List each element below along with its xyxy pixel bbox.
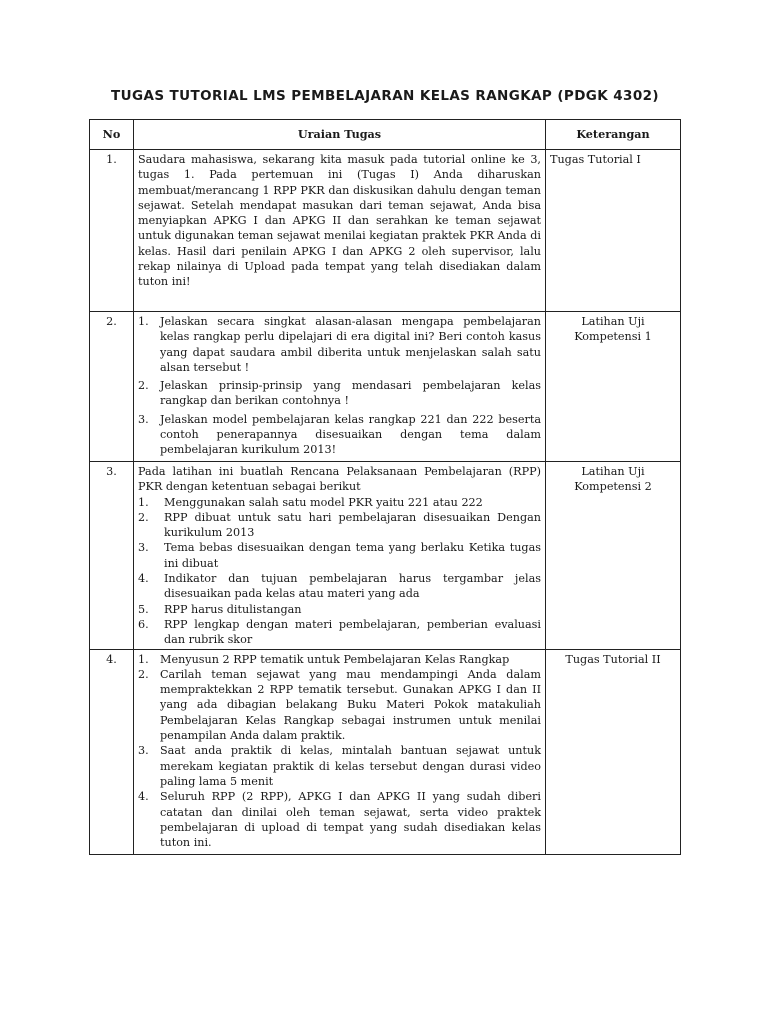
row-number: 1.	[90, 150, 134, 312]
list-item	[138, 667, 541, 743]
list-item	[138, 495, 541, 510]
table-row	[90, 649, 681, 854]
header-description: Uraian Tugas	[134, 120, 546, 150]
row-note: Latihan Uji Kompetensi 1	[546, 312, 681, 462]
row-description	[134, 462, 546, 650]
table-row	[90, 312, 681, 462]
list-item	[138, 743, 541, 789]
header-note: Keterangan	[546, 120, 681, 150]
list-item-text: Saat anda praktik di kelas, mintalah bantuan sejawat untuk merekam kegiatan praktik di kelas tersebut dengan durasi video paling lama 5 menit	[160, 744, 541, 788]
list-item-number: 4.	[138, 572, 149, 586]
list-item	[138, 510, 541, 541]
table-row	[90, 150, 681, 312]
list-item	[138, 789, 541, 850]
list-item	[138, 571, 541, 602]
list-item-number: 6.	[138, 617, 149, 631]
table-header-row	[90, 120, 681, 150]
list-item-number: 3.	[138, 412, 149, 426]
list-item-text: Jelaskan model pembelajaran kelas rangkap 221 dan 222 beserta contoh penerapannya disesuaikan dengan tema dalam pembelajaran kurikulum 2013!	[160, 412, 541, 457]
list-item-number: 2.	[138, 510, 149, 524]
list-item-text: Indikator dan tujuan pembelajaran harus tergambar jelas disesuaikan pada kelas atau materi yang ada	[164, 572, 541, 601]
table-row	[90, 462, 681, 650]
list-item-number: 1.	[138, 652, 149, 666]
task-intro: Pada latihan ini buatlah Rencana Pelaksanaan Pembelajaran (RPP) PKR dengan ketentuan sebagai berikut	[138, 465, 541, 494]
row-number: 3.	[90, 462, 134, 650]
list-item	[138, 378, 541, 409]
list-item-text: Carilah teman sejawat yang mau mendampingi Anda dalam mempraktekkan 2 RPP tematik tersebut. Gunakan APKG I dan II yang ada dibagian belakang Buku Materi Pokok matakuliah Pembelajaran Kelas Rangkap sebagai instrumen untuk menilai penampilan Anda dalam praktik.	[160, 667, 541, 743]
list-item-number: 1.	[138, 315, 149, 328]
list-item-number: 4.	[138, 790, 149, 804]
task-list	[138, 314, 541, 458]
page-title: TUGAS TUTORIAL LMS PEMBELAJARAN KELAS RANGKAP (PDGK 4302)	[111, 88, 659, 104]
row-note: Latihan Uji Kompetensi 2	[546, 462, 681, 650]
list-item	[138, 602, 541, 617]
task-table	[89, 119, 681, 855]
list-item-text: Menyusun 2 RPP tematik untuk Pembelajaran Kelas Rangkap	[160, 652, 510, 666]
list-item-text: Menggunakan salah satu model PKR yaitu 221 atau 222	[164, 495, 483, 509]
list-item-text: RPP dibuat untuk satu hari pembelajaran disesuaikan Dengan kurikulum 2013	[164, 510, 541, 540]
list-item-number: 5.	[138, 602, 149, 616]
list-item	[138, 617, 541, 648]
list-item-number: 2.	[138, 379, 149, 393]
list-item-number: 3.	[138, 541, 149, 555]
header-no: No	[90, 120, 134, 150]
list-item-text: RPP harus ditulistangan	[164, 602, 302, 616]
row-description	[134, 312, 546, 462]
list-item-text: Jelaskan prinsip-prinsip yang mendasari pembelajaran kelas rangkap dan berikan contohnya !	[160, 379, 541, 408]
list-item	[138, 652, 541, 667]
list-item-text: Seluruh RPP (2 RPP), APKG I dan APKG II yang sudah diberi catatan dan dinilai oleh teman sejawat, serta video praktek pembelajaran di upload di tempat yang sudah disediakan kelas tuton ini.	[160, 790, 541, 850]
row-description	[134, 649, 546, 854]
row-note: Tugas Tutorial II	[546, 649, 681, 854]
list-item	[138, 314, 541, 375]
list-item-number: 1.	[138, 495, 149, 509]
row-number: 4.	[90, 649, 134, 854]
list-item	[138, 412, 541, 458]
list-item	[138, 540, 541, 571]
list-item-text: Tema bebas disesuaikan dengan tema yang berlaku Ketika tugas ini dibuat	[164, 541, 541, 570]
row-number: 2.	[90, 312, 134, 462]
list-item-text: RPP lengkap dengan materi pembelajaran, pemberian evaluasi dan rubrik skor	[164, 617, 541, 647]
task-list	[138, 652, 541, 851]
list-item-text: Jelaskan secara singkat alasan-alasan mengapa pembelajaran kelas rangkap perlu dipelajari di era digital ini? Beri contoh kasus yang dapat saudara ambil diberita untuk menjelaskan salah satu alsan tersebut !	[160, 315, 541, 374]
task-list	[138, 495, 541, 648]
row-description: Saudara mahasiswa, sekarang kita masuk pada tutorial online ke 3, tugas 1. Pada pertemuan ini (Tugas I) Anda diharuskan membuat/merancang 1 RPP PKR dan diskusikan dahulu dengan teman sejawat. Setelah mendapat masukan dari teman sejawat, Anda bisa menyiapkan APKG I dan APKG II dan serahkan ke teman sejawat untuk digunakan teman sejawat menilai kegiatan praktek PKR Anda di kelas. Hasil dari penilain APKG I dan APKG 2 oleh supervisor, lalu rekap nilainya di Upload pada tempat yang telah disediakan dalam tuton ini!	[134, 150, 546, 312]
list-item-number: 2.	[138, 667, 149, 681]
list-item-number: 3.	[138, 744, 149, 758]
row-note: Tugas Tutorial I	[546, 150, 681, 312]
